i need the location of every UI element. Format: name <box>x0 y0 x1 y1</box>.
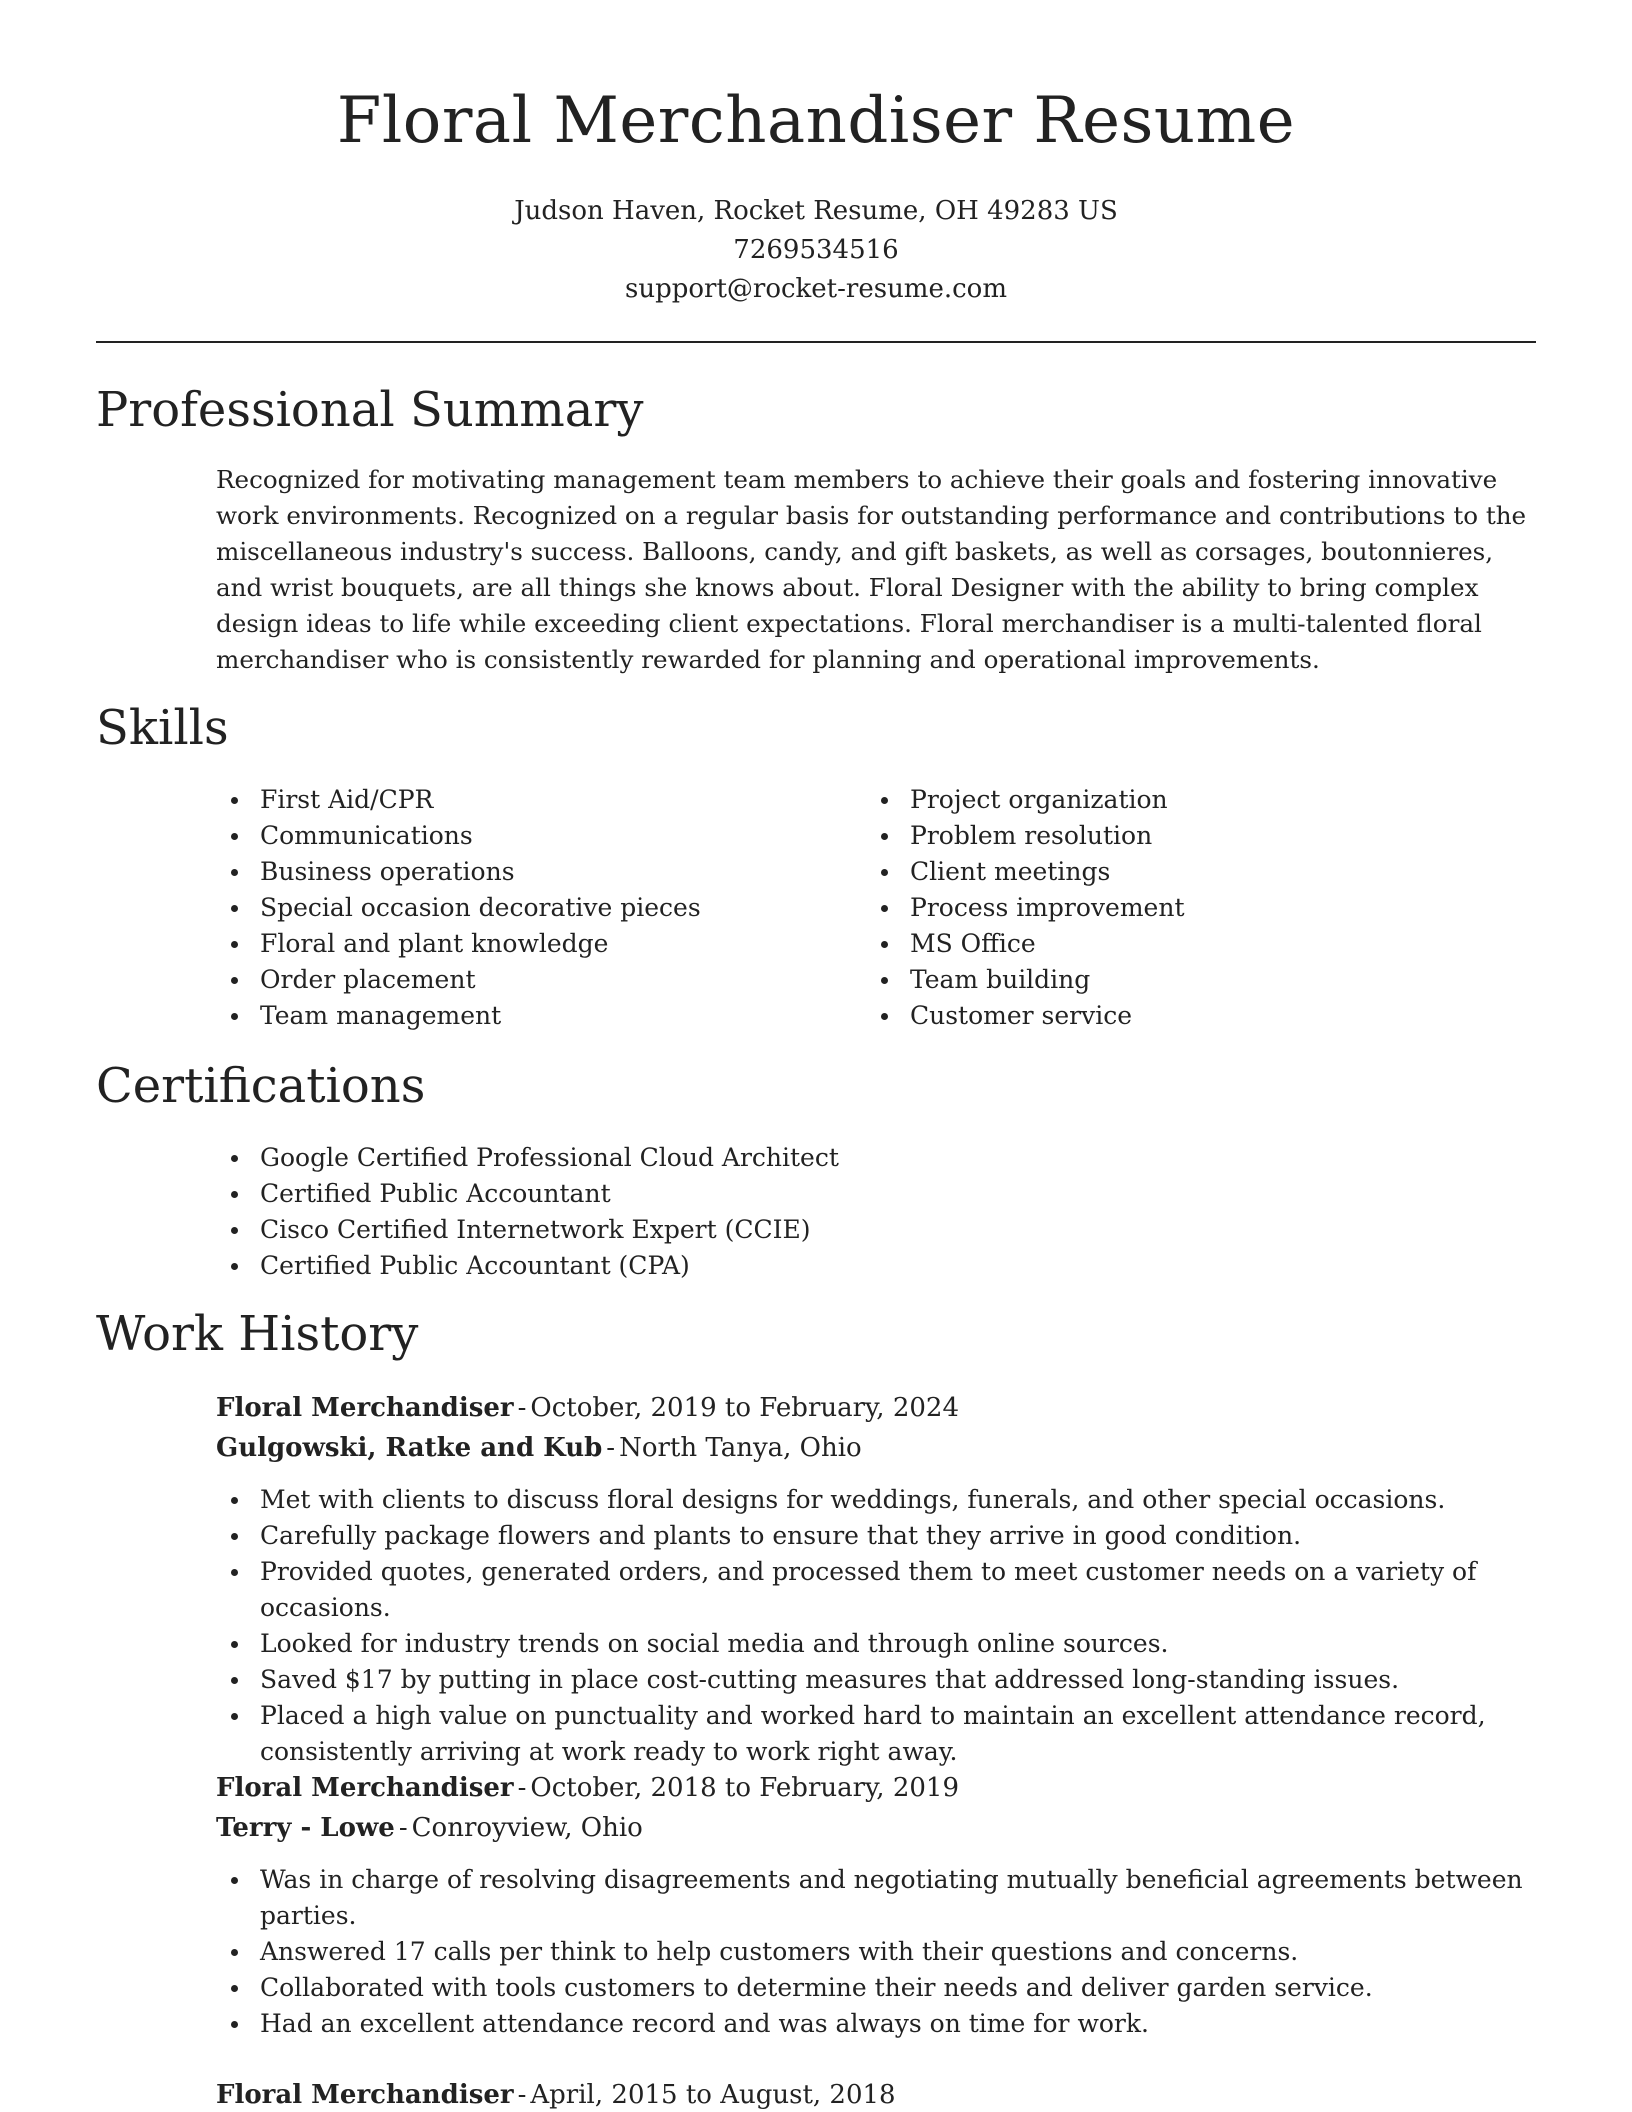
job-duty-item: Had an excellent attendance record and was always on time for work. <box>216 2006 1526 2042</box>
job-title-line: Floral Merchandiser - October, 2019 to February, 2024 <box>216 1393 959 1423</box>
skill-item: Team building <box>866 962 1486 998</box>
job-duty-item: Carefully package flowers and plants to ensure that they arrive in good condition. <box>216 1518 1526 1554</box>
contact-email: support@rocket-resume.com <box>624 274 1007 304</box>
job-company-line: Gulgowski, Ratke and Kub - North Tanya, Ohio <box>216 1433 862 1463</box>
certifications-heading: Certifications <box>96 1058 426 1114</box>
job-dates: October, 2018 to February, 2019 <box>530 1773 959 1803</box>
skill-item: Client meetings <box>866 854 1486 890</box>
job-company: Gulgowski, Ratke and Kub <box>216 1433 603 1463</box>
skills-list-right <box>866 782 1486 1034</box>
job-dates: April, 2015 to August, 2018 <box>530 2080 896 2110</box>
skill-item: MS Office <box>866 926 1486 962</box>
certification-item: Certified Public Accountant <box>216 1176 1516 1212</box>
certification-item: Certified Public Accountant (CPA) <box>216 1248 1516 1284</box>
work-history-heading: Work History <box>96 1306 419 1362</box>
job-duty-item: Was in charge of resolving disagreements and negotiating mutually beneficial agreements between parties. <box>216 1862 1526 1934</box>
job-company-line: Terry - Lowe - Conroyview, Ohio <box>216 1813 643 1843</box>
certification-item: Google Certified Professional Cloud Architect <box>216 1140 1516 1176</box>
job-title-line: Floral Merchandiser - April, 2015 to August, 2018 <box>216 2080 896 2110</box>
skill-item: Project organization <box>866 782 1486 818</box>
job-location: North Tanya, Ohio <box>619 1433 862 1463</box>
skill-item: Special occasion decorative pieces <box>216 890 836 926</box>
job-title-line: Floral Merchandiser - October, 2018 to February, 2019 <box>216 1773 959 1803</box>
job-duty-item: Looked for industry trends on social media and through online sources. <box>216 1626 1526 1662</box>
skill-item: First Aid/CPR <box>216 782 836 818</box>
skill-item: Team management <box>216 998 836 1034</box>
job-duty-item: Met with clients to discuss floral designs for weddings, funerals, and other special occasions. <box>216 1482 1526 1518</box>
skill-item: Communications <box>216 818 836 854</box>
job-duty-item: Provided quotes, generated orders, and processed them to meet customer needs on a variety of occasions. <box>216 1554 1526 1626</box>
contact-block <box>96 192 1536 309</box>
summary-text: Recognized for motivating management team members to achieve their goals and fostering innovative work environments. Recognized on a regular basis for outstanding performance and contributions to the miscellaneous industry's success. Balloons, candy, and gift baskets, as well as corsages, boutonnieres, and wrist bouquets, are all things she knows about. Floral Designer with the ability to bring complex design ideas to life while exceeding client expectations. Floral merchandiser is a multi-talented floral merchandiser who is consistently rewarded for planning and operational improvements. <box>216 465 1527 674</box>
job-duty-item: Placed a high value on punctuality and worked hard to maintain an excellent attendance record, consistently arriving at work ready to work right away. <box>216 1698 1526 1770</box>
contact-address: Judson Haven, Rocket Resume, OH 49283 US <box>514 196 1118 226</box>
job-title: Floral Merchandiser <box>216 1393 514 1423</box>
job-duty-item: Collaborated with tools customers to determine their needs and deliver garden service. <box>216 1970 1526 2006</box>
skill-item: Customer service <box>866 998 1486 1034</box>
header-divider <box>96 341 1536 343</box>
skills-list-left <box>216 782 836 1034</box>
certifications-list <box>216 1140 1516 1284</box>
job-duties-list <box>216 1482 1526 1770</box>
skill-item: Business operations <box>216 854 836 890</box>
skill-item: Floral and plant knowledge <box>216 926 836 962</box>
skills-heading: Skills <box>96 700 229 756</box>
job-duties-list <box>216 1862 1526 2042</box>
certification-item: Cisco Certified Internetwork Expert (CCIE) <box>216 1212 1516 1248</box>
job-dates: October, 2019 to February, 2024 <box>530 1393 959 1423</box>
job-company: Terry - Lowe <box>216 1813 395 1843</box>
skill-item: Order placement <box>216 962 836 998</box>
job-location: Conroyview, Ohio <box>411 1813 643 1843</box>
job-duty-item: Answered 17 calls per think to help customers with their questions and concerns. <box>216 1934 1526 1970</box>
job-title: Floral Merchandiser <box>216 1773 514 1803</box>
skill-item: Process improvement <box>866 890 1486 926</box>
skill-item: Problem resolution <box>866 818 1486 854</box>
contact-phone: 7269534516 <box>733 235 899 265</box>
resume-title: Floral Merchandiser Resume <box>336 84 1296 158</box>
job-title: Floral Merchandiser <box>216 2080 514 2110</box>
summary-heading: Professional Summary <box>96 382 644 438</box>
job-duty-item: Saved $17 by putting in place cost-cutting measures that addressed long-standing issues. <box>216 1662 1526 1698</box>
